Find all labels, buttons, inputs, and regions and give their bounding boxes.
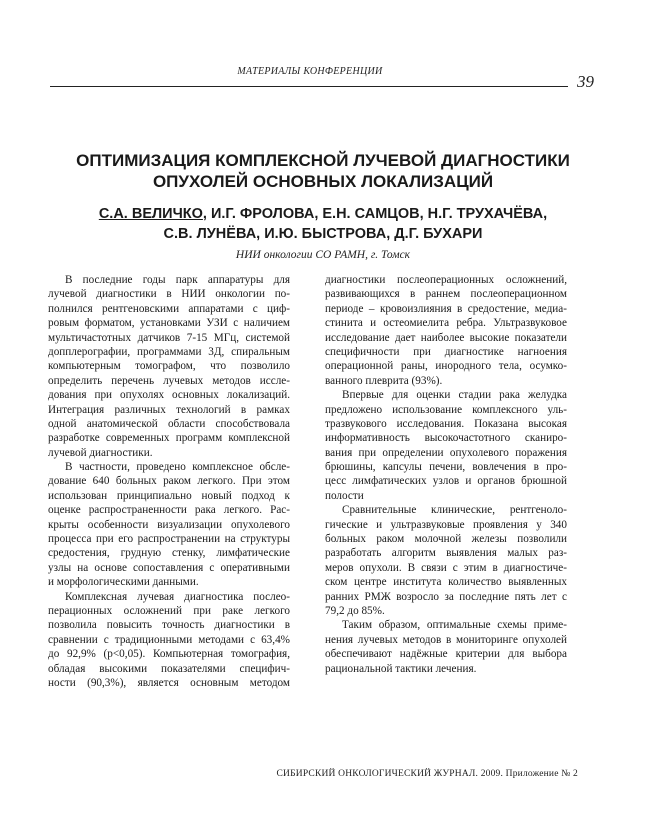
text-line: ранних РМЖ возросло за последние пять лет с xyxy=(325,590,567,603)
text-line: Сравнительные клинические, рентгеноло- xyxy=(342,504,567,517)
affiliation: НИИ онкологии СО РАМН, г. Томск xyxy=(235,249,411,261)
text-line: ности (90,3%), является основным методом xyxy=(48,676,290,689)
text-line: полнился рентгеновскими аппаратами с циф- xyxy=(48,302,290,315)
text-line: больных раком молочной железы позволили xyxy=(325,533,567,546)
page-number: 39 xyxy=(577,72,594,91)
text-line: В последние годы парк аппаратуры для xyxy=(65,274,290,286)
text-line: допплерографии, программами 3Д, спиральным xyxy=(48,345,290,358)
text-line: ванного плеврита (93%). xyxy=(325,374,443,387)
text-line: оценке распространенности рака легкого. Рас- xyxy=(48,504,290,517)
text-line: узлы на основе сопоставления с оперативными xyxy=(48,561,290,574)
text-line: лучевой диагностики. xyxy=(48,446,153,459)
text-line: стинита и остеомиелита ребра. Ультразвуковое xyxy=(325,317,567,330)
text-line: дование 640 больных раком легкого. При этом xyxy=(48,475,290,488)
text-line: мультичастотных датчиков 7-15 МГц, системой xyxy=(48,331,290,344)
text-line: крыты особенности визуализации опухолевого xyxy=(48,518,290,531)
text-line: брюшины, капсулы печени, вовлечения в про- xyxy=(325,461,567,474)
right-column xyxy=(325,273,567,676)
text-line: компьютерным томографом, что позволило xyxy=(48,360,290,373)
article-title xyxy=(40,150,606,192)
text-line: обеспечивают надёжные критерии для выбора xyxy=(325,648,567,661)
lead-author: С.А. ВЕЛИЧКО xyxy=(98,206,203,222)
text-line: предложено использование комплексного уль- xyxy=(325,403,567,416)
text-line: Комплексная лучевая диагностика послео- xyxy=(65,590,290,603)
text-line: вания при определении опухолевого поражения xyxy=(325,446,567,459)
title-line: ОПТИМИЗАЦИЯ КОМПЛЕКСНОЙ ЛУЧЕВОЙ ДИАГНОСТИКИ xyxy=(76,151,570,170)
text-line: лучевой диагностики в НИИ онкологии по- xyxy=(48,288,290,301)
text-line: В частности, проведено комплексное обсле- xyxy=(65,461,290,474)
text-line: Впервые для оценки стадии рака желудка xyxy=(342,389,567,402)
text-line: ском центре института количество выявленных xyxy=(325,576,567,589)
co-authors: , И.Г. ФРОЛОВА, Е.Н. САМЦОВ, Н.Г. ТРУХАЧЁВА, xyxy=(202,206,548,222)
authors xyxy=(40,204,606,244)
text-line: 79,2 до 85%. xyxy=(325,604,385,617)
text-line: обладая высокими показателями специфич- xyxy=(48,662,290,675)
text-line: определить перечень лучевых методов иссле- xyxy=(48,374,290,387)
text-line: рациональной тактики лечения. xyxy=(325,662,477,675)
text-line: Таким образом, оптимальные схемы приме- xyxy=(342,619,567,632)
text-line: перационных осложнений при раке легкого xyxy=(48,604,290,617)
text-line: операционной раны, инородного тела, осумко- xyxy=(325,360,567,373)
text-line: развивающихся в раннем послеоперационном xyxy=(325,288,567,301)
text-line: меров опухоли. В связи с этим в диагностиче- xyxy=(325,561,567,574)
text-line: одной анатомической области способствовала xyxy=(48,417,290,430)
text-line: нения лучевых методов в мониторинге опухолей xyxy=(325,633,567,646)
authors-line: С.В. ЛУНЁВА, И.Ю. БЫСТРОВА, Д.Г. БУХАРИ xyxy=(163,226,483,242)
text-line: разработать алгоритм выявления малых раз- xyxy=(325,547,567,560)
text-line: полости xyxy=(325,489,364,502)
text-line: специфичности при диагностике нагноения xyxy=(325,345,567,358)
text-line: гические и ультразвуковые проявления у 340 xyxy=(325,518,567,531)
journal-footer: СИБИРСКИЙ ОНКОЛОГИЧЕСКИЙ ЖУРНАЛ. 2009. Приложение № 2 xyxy=(276,769,578,779)
text-line: разработке современных программ комплексной xyxy=(48,432,290,445)
text-line: процесса при его распространении на структуры xyxy=(48,533,290,546)
header-rule xyxy=(50,86,568,87)
authors-line xyxy=(40,204,606,224)
text-line: и морфологическими данными. xyxy=(48,576,199,589)
text-line: средостения, грудную стенку, лимфатические xyxy=(48,547,290,560)
running-head: МАТЕРИАЛЫ КОНФЕРЕНЦИИ xyxy=(237,66,383,77)
text-line: до 92,9% (р<0,05). Компьютерная томография, xyxy=(48,648,290,661)
left-column xyxy=(48,273,290,690)
text-line: тразвукового исследования. Показана высокая xyxy=(325,417,567,430)
text-line: исследование дает наиболее высокие показатели xyxy=(325,331,567,344)
text-line: периоде – кровоизлияния в средостение, медиа- xyxy=(325,302,567,315)
text-line: информативность высокочастотного сканиро- xyxy=(325,432,567,445)
text-line: использован принципиально новый подход к xyxy=(48,489,290,502)
text-line: цесс лимфатических узлов и органов брюшной xyxy=(325,475,567,488)
text-line: позволила повысить точность диагностики в xyxy=(48,619,290,632)
text-line: сравнении с традиционными методами с 63,4% xyxy=(48,633,290,646)
text-line: диагностики послеоперационных осложнений, xyxy=(325,274,567,286)
text-line: ровым форматом, установками УЗИ с наличием xyxy=(48,317,290,330)
text-line: Интеграция различных технологий в рамках xyxy=(48,403,290,416)
title-line: ОПУХОЛЕЙ ОСНОВНЫХ ЛОКАЛИЗАЦИЙ xyxy=(152,172,494,191)
text-line: дования при опухолях основных локализаций. xyxy=(48,389,290,402)
